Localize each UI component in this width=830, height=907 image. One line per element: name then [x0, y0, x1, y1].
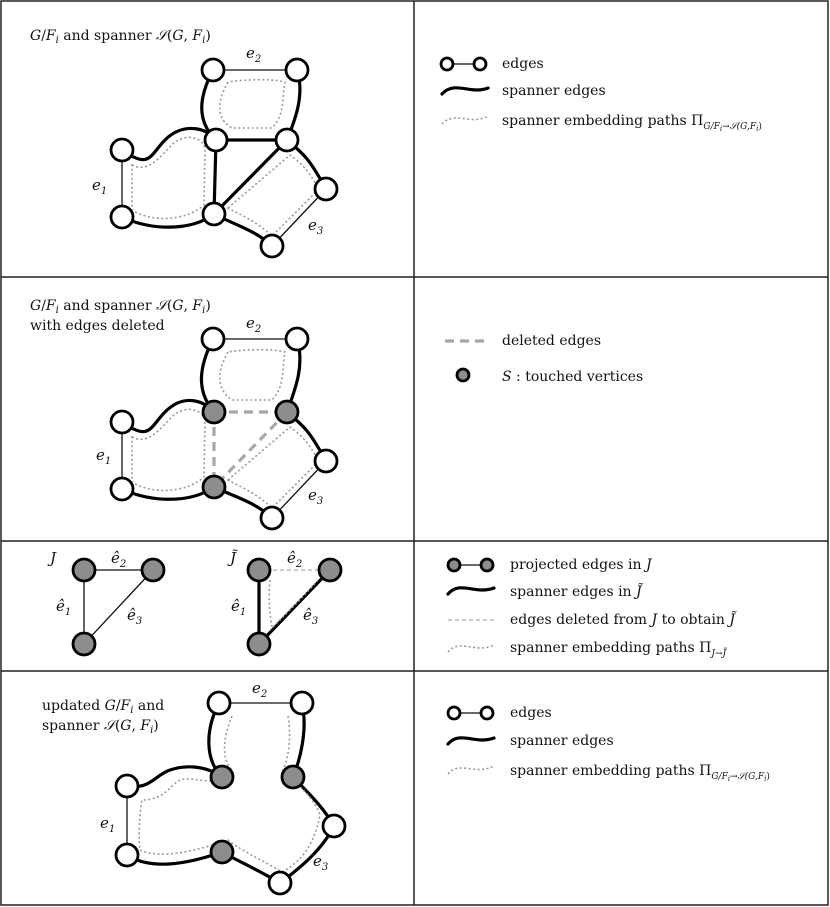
vertex — [111, 411, 133, 433]
embedding-path — [228, 155, 318, 236]
label-e3: $e_3$ — [313, 852, 329, 873]
spanner-edge — [214, 140, 287, 214]
vertex — [111, 139, 133, 161]
panel-1-graph — [30, 28, 337, 257]
vertex — [269, 872, 291, 894]
label-e1-hat: $ê_1$ — [231, 597, 247, 618]
vertex — [315, 450, 337, 472]
legend-projected-vertex-icon — [448, 559, 460, 571]
legend-label: projected edges in J — [510, 557, 652, 573]
touched-vertex — [203, 476, 225, 498]
projected-vertex — [73, 559, 95, 581]
legend-embedding-sample — [448, 766, 494, 774]
vertex — [208, 692, 230, 714]
vertex — [203, 203, 225, 225]
legend-label: spanner embedding paths $\Pi_{G/F}i\to 𝒮(G,Fi)$ — [510, 763, 770, 783]
label-e2: $e_2$ — [252, 679, 268, 700]
spanner-edge — [127, 767, 222, 787]
projected-vertex — [319, 559, 341, 581]
label-e2-hat: $ê_2$ — [111, 549, 127, 570]
projected-vertex — [73, 633, 95, 655]
panel-2-legend — [445, 333, 643, 385]
label-e3: $e_3$ — [308, 486, 324, 507]
panel-2-title-line1: $G/F_i$ and spanner 𝒮(G, $F_i$) — [30, 298, 211, 316]
touched-vertex — [203, 401, 225, 423]
touched-vertex — [211, 841, 233, 863]
label-e2: $e_2$ — [246, 314, 262, 335]
embedding-path — [220, 350, 285, 400]
spanner-edge — [122, 487, 214, 499]
label-e1: $e_1$ — [100, 814, 116, 835]
vertex — [205, 129, 227, 151]
spanner-edge — [122, 128, 216, 159]
touched-vertex — [211, 766, 233, 788]
label-J: J — [50, 549, 57, 567]
embedding-path — [132, 409, 205, 490]
legend-label: spanner edges in J̃ — [510, 584, 642, 600]
panel-1-title: $G/F_i$ and spanner 𝒮(G, $F_i$) — [30, 28, 211, 46]
vertex — [111, 206, 133, 228]
vertex — [116, 844, 138, 866]
vertex — [286, 59, 308, 81]
vertex — [116, 775, 138, 797]
legend-label: S : touched vertices — [502, 369, 644, 385]
label-e2-hat: $ê_2$ — [287, 549, 303, 570]
vertex — [291, 692, 313, 714]
touched-vertex — [276, 401, 298, 423]
vertex — [261, 235, 283, 257]
embedding-path — [132, 137, 205, 218]
vertex — [261, 507, 283, 529]
legend-spanner-sample — [442, 88, 488, 94]
legend-spanner-sample — [448, 588, 494, 594]
spanner-edge — [127, 852, 222, 864]
panel-4-graph — [42, 679, 345, 894]
legend-label: edges — [510, 705, 552, 721]
deleted-edge — [214, 412, 287, 487]
panel-2-title-line2: with edges deleted — [30, 318, 165, 334]
vertex — [202, 328, 224, 350]
vertex — [276, 129, 298, 151]
panel-2-graph — [30, 298, 337, 529]
spanner-edge — [122, 400, 214, 431]
label-e3: $e_3$ — [308, 216, 324, 237]
legend-touched-vertex-icon — [457, 369, 469, 381]
label-e2: $e_2$ — [246, 44, 262, 65]
legend-label: spanner embedding paths $\Pi_J\to J̃$ — [510, 640, 727, 659]
legend-label: edges — [502, 56, 544, 72]
projected-vertex — [142, 559, 164, 581]
legend-spanner-sample — [448, 738, 494, 744]
panel-3-legend — [448, 557, 737, 659]
legend-label: spanner edges — [510, 733, 614, 749]
label-e3-hat: $ê_3$ — [303, 606, 319, 627]
legend-embedding-sample — [448, 645, 494, 652]
touched-vertex — [282, 766, 304, 788]
panel-4-legend — [448, 705, 770, 783]
legend-embedding-sample — [442, 116, 488, 124]
label-e1: $e_1$ — [96, 446, 112, 467]
embedding-path — [228, 427, 318, 508]
panel-3-graph — [47, 549, 341, 655]
legend-label: edges deleted from J to obtain J̃ — [510, 612, 736, 628]
panel-4-title-line2: spanner 𝒮(G, $F_i$) — [42, 718, 159, 736]
vertex — [315, 178, 337, 200]
projected-vertex — [248, 559, 270, 581]
panel-4-title-line1: updated $G/F_i$ and — [42, 698, 165, 716]
label-e1-hat: $ê_1$ — [56, 597, 72, 618]
legend-label: deleted edges — [502, 333, 602, 349]
vertex — [286, 328, 308, 350]
spanner-edge — [122, 214, 214, 227]
vertex — [202, 59, 224, 81]
vertex — [323, 815, 345, 837]
legend-vertex-icon — [441, 58, 453, 70]
legend-label: spanner embedding paths $\Pi_{G/F}i\to 𝒮(G,Fi)$ — [502, 113, 762, 133]
panel-1-legend — [441, 56, 762, 133]
legend-vertex-icon — [448, 707, 460, 719]
legend-vertex-icon — [481, 707, 493, 719]
label-J-tilde: J̃ — [230, 549, 237, 567]
edge-e3-hat — [84, 570, 153, 644]
legend-vertex-icon — [474, 58, 486, 70]
embedding-path — [220, 80, 285, 128]
label-e1: $e_1$ — [92, 176, 108, 197]
vertex — [111, 478, 133, 500]
legend-projected-vertex-icon — [481, 559, 493, 571]
projected-vertex — [248, 633, 270, 655]
legend-label: spanner edges — [502, 83, 606, 99]
label-e3-hat: $ê_3$ — [127, 606, 143, 627]
